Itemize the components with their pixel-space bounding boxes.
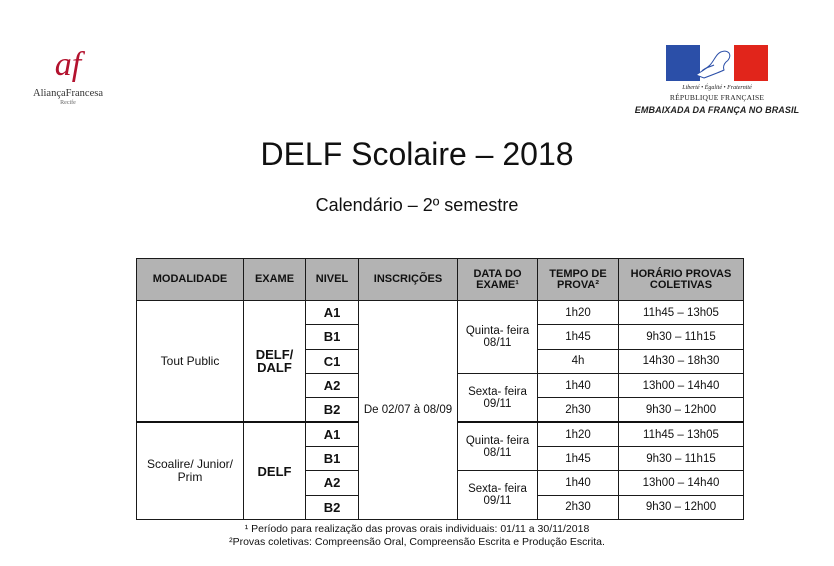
tempo-cell: 1h20 (538, 301, 619, 325)
nivel-cell: A2 (306, 471, 359, 495)
modalidade-cell: Tout Public (137, 301, 244, 423)
tempo-cell: 1h40 (538, 373, 619, 397)
header-inscricoes: INSCRIÇÕES (359, 259, 458, 301)
horario-cell: 14h30 – 18h30 (619, 349, 744, 373)
header-data-exame: DATA DO EXAME¹ (458, 259, 538, 301)
header-tempo-prova: TEMPO DE PROVA² (538, 259, 619, 301)
tempo-cell: 2h30 (538, 398, 619, 422)
data-exame-cell: Sexta- feira 09/11 (458, 471, 538, 520)
horario-cell: 9h30 – 11h15 (619, 325, 744, 349)
af-city: Recife (60, 100, 76, 106)
republic-motto: Liberté • Égalité • Fraternité (682, 85, 752, 91)
header-horario: HORÁRIO PROVAS COLETIVAS (619, 259, 744, 301)
horario-cell: 13h00 – 14h40 (619, 373, 744, 397)
horario-cell: 13h00 – 14h40 (619, 471, 744, 495)
horario-cell: 11h45 – 13h05 (619, 422, 744, 446)
nivel-cell: A1 (306, 422, 359, 446)
table-header-row (137, 259, 744, 301)
horario-cell: 9h30 – 11h15 (619, 446, 744, 470)
exame-cell: DELF/ DALF (244, 301, 306, 423)
nivel-cell: B1 (306, 446, 359, 470)
exame-cell: DELF (244, 422, 306, 519)
horario-cell: 9h30 – 12h00 (619, 398, 744, 422)
tempo-cell: 2h30 (538, 495, 619, 519)
alliance-francaise-logo (20, 48, 116, 132)
embassy-name: EMBAIXADA DA FRANÇA NO BRASIL (634, 105, 800, 115)
data-exame-cell: Sexta- feira 09/11 (458, 373, 538, 422)
tempo-cell: 1h45 (538, 446, 619, 470)
nivel-cell: B1 (306, 325, 359, 349)
data-exame-cell: Quinta- feira 08/11 (458, 422, 538, 471)
table-row (137, 301, 744, 325)
af-mark: af (54, 46, 82, 83)
nivel-cell: B2 (306, 495, 359, 519)
republic-name: RÉPUBLIQUE FRANÇAISE (669, 93, 765, 102)
modalidade-cell: Scoalire/ Junior/ Prim (137, 422, 244, 519)
nivel-cell: A1 (306, 301, 359, 325)
tempo-cell: 1h45 (538, 325, 619, 349)
header-exame: EXAME (244, 259, 306, 301)
calendar-table (136, 258, 743, 520)
nivel-cell: A2 (306, 373, 359, 397)
horario-cell: 11h45 – 13h05 (619, 301, 744, 325)
tempo-cell: 1h40 (538, 471, 619, 495)
header-modalidade: MODALIDADE (137, 259, 244, 301)
horario-cell: 9h30 – 12h00 (619, 495, 744, 519)
af-name: AliançaFrancesa (33, 88, 103, 99)
page-title: DELF Scolaire – 2018 (260, 136, 574, 172)
nivel-cell: C1 (306, 349, 359, 373)
tempo-cell: 1h20 (538, 422, 619, 446)
data-exame-cell: Quinta- feira 08/11 (458, 301, 538, 374)
footnotes (0, 523, 834, 549)
header-nivel: NIVEL (306, 259, 359, 301)
inscricoes-cell: De 02/07 à 08/09 (359, 301, 458, 520)
page-subtitle: Calendário – 2º semestre (315, 195, 519, 215)
marianne-emblem-icon (666, 45, 768, 81)
tempo-cell: 4h (538, 349, 619, 373)
nivel-cell: B2 (306, 398, 359, 422)
footnote-1: ¹ Período para realização das provas orais individuais: 01/11 a 30/11/2018 (244, 523, 590, 535)
footnote-2: ²Provas coletivas: Compreensão Oral, Compreensão Escrita e Produção Escrita. (229, 536, 605, 548)
republique-francaise-logo (604, 45, 830, 115)
